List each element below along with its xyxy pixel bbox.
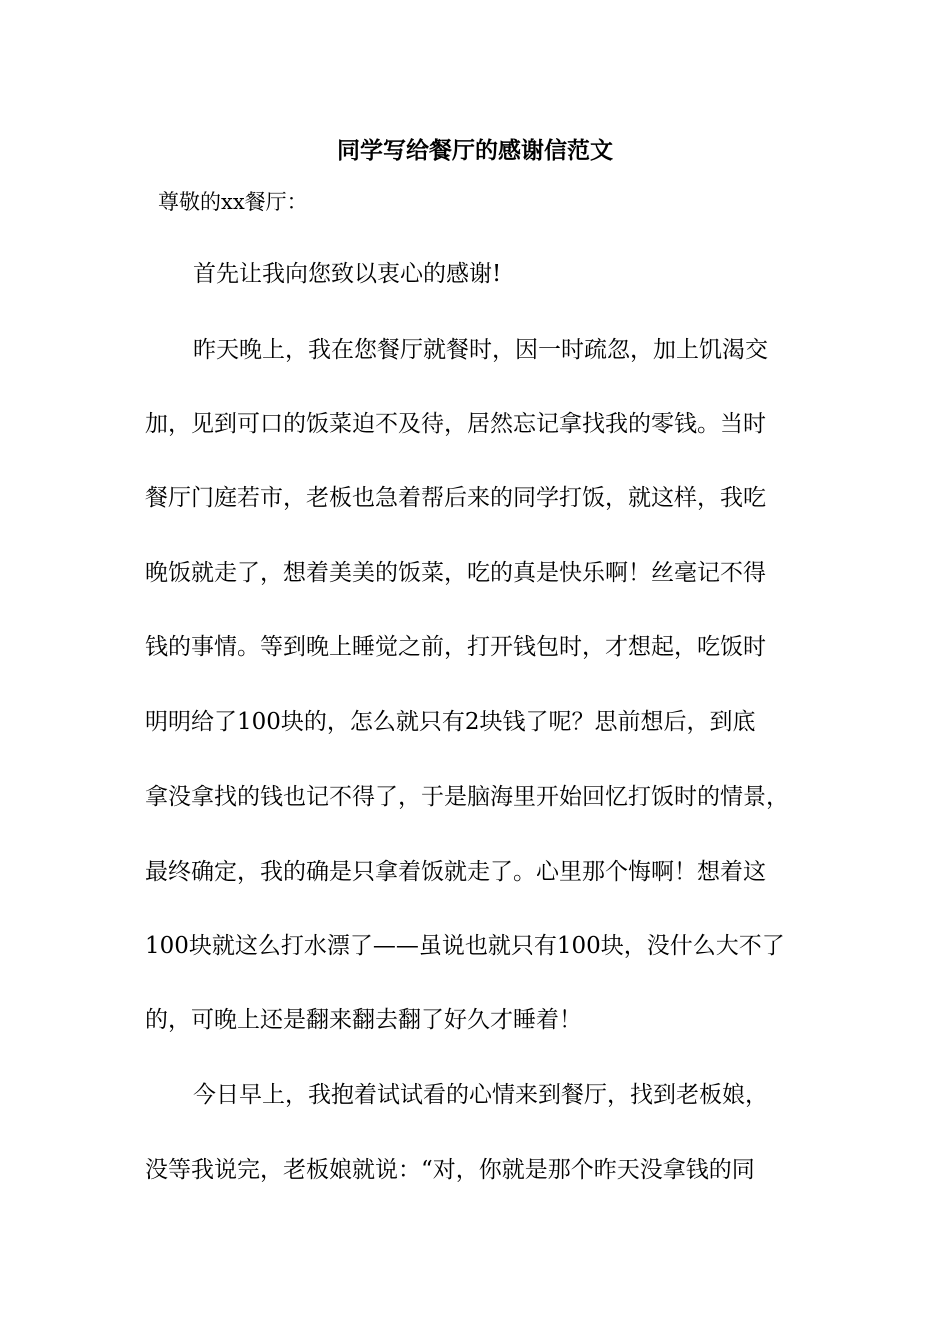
paragraph-line: 没等我说完，老板娘就说：“对，你就是那个昨天没拿钱的同 — [145, 1157, 755, 1183]
paragraph-line: 首先让我向您致以衷心的感谢! — [193, 261, 502, 287]
paragraph-line: 100块就这么打水漂了——虽说也就只有100块，没什么大不了 — [145, 933, 785, 959]
paragraph-line: 最终确定，我的确是只拿着饭就走了。心里那个悔啊！想着这 — [145, 859, 766, 885]
paragraph-line: 的，可晚上还是翻来翻去翻了好久才睡着！ — [145, 1007, 582, 1033]
paragraph-line: 昨天晚上，我在您餐厅就餐时，因一时疏忽，加上饥渴交 — [193, 337, 768, 363]
paragraph-line: 钱的事情。等到晚上睡觉之前，打开钱包时，才想起，吃饭时 — [145, 634, 766, 660]
salutation: 尊敬的xx餐厅： — [158, 190, 308, 214]
paragraph-line: 拿没拿找的钱也记不得了，于是脑海里开始回忆打饭时的情景， — [145, 784, 789, 810]
paragraph-line: 加，见到可口的饭菜迫不及待，居然忘记拿找我的零钱。当时 — [145, 411, 766, 437]
paragraph-line: 明明给了100块的，怎么就只有2块钱了呢？思前想后，到底 — [145, 709, 756, 735]
paragraph-line: 晚饭就走了，想着美美的饭菜，吃的真是快乐啊！丝毫记不得 — [145, 560, 766, 586]
document-title: 同学写给餐厅的感谢信范文 — [337, 137, 613, 164]
paragraph-line: 今日早上，我抱着试试看的心情来到餐厅，找到老板娘， — [193, 1082, 768, 1108]
paragraph-line: 餐厅门庭若市，老板也急着帮后来的同学打饭，就这样，我吃 — [145, 485, 766, 511]
